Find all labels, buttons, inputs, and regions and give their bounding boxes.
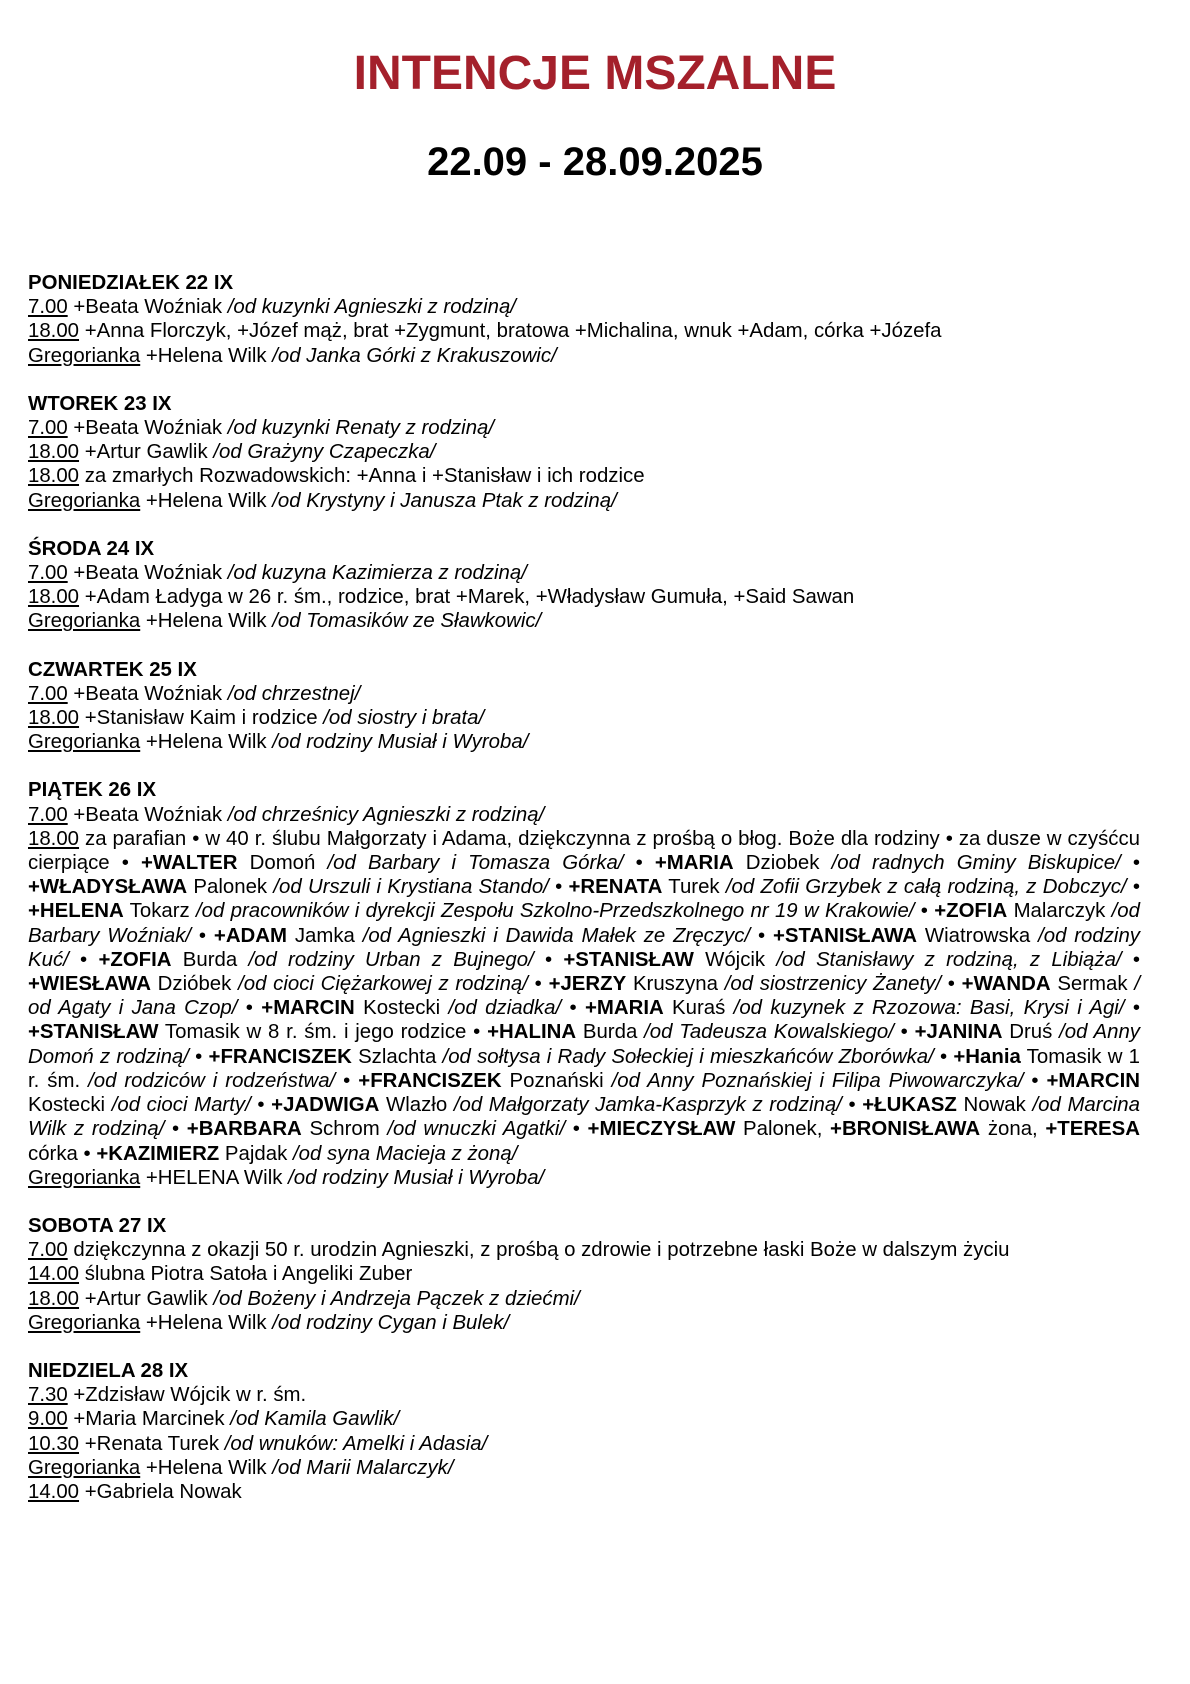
mass-time: 7.00 — [28, 803, 68, 826]
deceased-name: +MARCIN — [1046, 1069, 1140, 1092]
intention-note: /od Marii Malarczyk/ — [272, 1456, 454, 1479]
intention-text: +Helena Wilk — [140, 344, 273, 367]
day-block — [28, 658, 1140, 755]
intention-text: • — [841, 1094, 863, 1117]
intention-line — [28, 295, 1140, 319]
deceased-name: +ZOFIA — [934, 900, 1008, 923]
intention-text: Druś — [1002, 1021, 1060, 1044]
intention-note: /od pracowników i dyrekcji Zespołu Szkolno-Przedszkolnego nr 19 w Krakowie/ — [196, 900, 915, 923]
intention-line — [28, 1432, 1140, 1456]
mass-time: 7.00 — [28, 682, 68, 705]
day-block — [28, 271, 1140, 368]
mass-time: 14.00 — [28, 1480, 80, 1503]
intention-line — [28, 1480, 1140, 1504]
intention-text: +HELENA Wilk — [140, 1166, 289, 1189]
intention-text: +Helena Wilk — [140, 610, 273, 633]
intention-text: • — [750, 924, 773, 947]
intention-note: /od chrzestnej/ — [227, 682, 361, 705]
intention-line — [28, 1238, 1140, 1262]
intention-text: • — [1121, 948, 1140, 971]
mass-time: 14.00 — [28, 1263, 80, 1286]
deceased-name: +JERZY — [548, 973, 627, 996]
mass-time: Gregorianka — [28, 344, 141, 367]
intention-line — [28, 1287, 1140, 1311]
intention-line — [28, 1383, 1140, 1407]
day-title: PONIEDZIAŁEK 22 IX — [28, 272, 234, 294]
deceased-name: +WŁADYSŁAWA — [28, 876, 188, 899]
intention-text: +Helena Wilk — [140, 1311, 273, 1334]
intentions-list — [28, 271, 1140, 1528]
intention-text: • — [561, 997, 585, 1020]
intention-text: • — [1124, 997, 1140, 1020]
day-title: NIEDZIELA 28 IX — [28, 1359, 189, 1382]
intention-text: Kostecki — [354, 997, 449, 1020]
intention-text: +Beata Woźniak — [67, 682, 228, 705]
intention-text: +Anna Florczyk, +Józef mąż, brat +Zygmunt, bratowa +Michalina, wnuk +Adam, córka +Józefa — [79, 320, 942, 343]
mass-time: 18.00 — [28, 465, 80, 488]
intention-note: /od Urszuli i Krystiana Stando/ — [273, 876, 549, 899]
intention-note: /od kuzynki Agnieszki z rodziną/ — [227, 296, 516, 319]
intention-line — [28, 1311, 1140, 1335]
mass-time: 18.00 — [28, 586, 80, 609]
intention-text: +Stanisław Kaim i rodzice — [79, 707, 324, 730]
mass-time: 18.00 — [28, 707, 80, 730]
intention-note: /od Janka Górki z Krakuszowic/ — [272, 344, 557, 367]
intention-note: /od Anny Domoń z rodziną/ — [28, 1021, 1140, 1068]
intention-line — [28, 730, 1140, 754]
mass-time: 18.00 — [28, 827, 80, 850]
intention-text: +Beata Woźniak — [67, 562, 228, 585]
intention-note: /od Tomasików ze Sławkowic/ — [272, 610, 542, 633]
intention-line — [28, 609, 1140, 633]
intention-note: /od rodziców i rodzeństwa/ — [88, 1069, 336, 1092]
date-range: 22.09 - 28.09.2025 — [427, 140, 763, 184]
mass-time: Gregorianka — [28, 731, 141, 754]
deceased-name: +WANDA — [961, 973, 1051, 996]
intention-note: /od kuzynek z Rzozowa: Basi, Krysi i Agi/ — [733, 997, 1125, 1020]
intention-text: +Beata Woźniak — [67, 803, 228, 826]
intention-text: córka • — [28, 1142, 97, 1165]
intention-note: /od Barbary i Tomasza Górka/ — [327, 852, 624, 875]
intention-text: +Helena Wilk — [140, 1456, 273, 1479]
intention-text: Sermak — [1050, 973, 1135, 996]
intention-text: Kruszyna — [626, 973, 725, 996]
intention-note: /od kuzynki Renaty z rodziną/ — [227, 417, 495, 440]
day-title: CZWARTEK 25 IX — [28, 658, 197, 681]
intention-text: Palonek, — [735, 1118, 831, 1141]
intention-text: Burda — [171, 948, 249, 971]
intention-note: /od Barbary Woźniak/ — [28, 900, 1140, 947]
intention-note: /od rodziny Musiał i Wyroba/ — [272, 731, 529, 754]
intention-line — [28, 1166, 1140, 1190]
intention-text: za parafian • w 40 r. ślubu Małgorzaty i Adama, dziękczynna z prośbą o błog. Boże dla rodziny • za dusze w czyśćcu cierpiące • — [28, 827, 1140, 875]
mass-time: 18.00 — [28, 320, 80, 343]
deceased-name: +RENATA — [568, 876, 663, 899]
intention-note: /od Tadeusza Kowalskiego/ — [644, 1021, 894, 1044]
intention-note: /od Kamila Gawlik/ — [230, 1408, 400, 1431]
intention-note: /od dziadka/ — [448, 997, 562, 1020]
intention-text: +Helena Wilk — [140, 731, 273, 754]
intention-text: Malarczyk — [1007, 900, 1112, 923]
mass-time: 7.00 — [28, 562, 68, 585]
deceased-name: +JADWIGA — [271, 1094, 380, 1117]
mass-time: 18.00 — [28, 1287, 80, 1310]
deceased-name: +WIESŁAWA — [28, 973, 151, 996]
day-block — [28, 1359, 1140, 1504]
intention-text: +Beata Woźniak — [67, 296, 228, 319]
intention-note: /od Grażyny Czapeczka/ — [213, 441, 436, 464]
intention-note: /od chrześnicy Agnieszki z rodziną/ — [227, 803, 545, 826]
deceased-name: +HALINA — [487, 1021, 577, 1044]
deceased-name: +Hania — [953, 1045, 1021, 1068]
intention-text: • — [623, 852, 655, 875]
intention-text: +Adam Ładyga w 26 r. śm., rodzice, brat +Marek, +Władysław Gumuła, +Said Sawan — [79, 586, 855, 609]
intention-text: Tomasik w 8 r. śm. i jego rodzice • — [158, 1021, 488, 1044]
intention-text: • — [933, 1045, 954, 1068]
intention-text: Nowak — [956, 1094, 1033, 1117]
intention-text: • — [188, 1045, 209, 1068]
intention-note: /od sołtysa i Rady Sołeckiej i mieszkańców Zborówka/ — [442, 1045, 934, 1068]
intention-note: /od Krystyny i Janusza Ptak z rodziną/ — [272, 489, 617, 512]
intention-text: • — [164, 1118, 187, 1141]
intention-text: +Maria Marcinek — [67, 1408, 231, 1431]
intention-note: /od rodziny Musiał i Wyroba/ — [288, 1166, 545, 1189]
intention-text: dziękczynna z okazji 50 r. urodzin Agnieszki, z prośbą o zdrowie i potrzebne łaski Boże w dalszym życiu — [67, 1239, 1010, 1262]
mass-time: Gregorianka — [28, 489, 141, 512]
intention-text: Dzióbek — [150, 973, 239, 996]
deceased-name: +STANISŁAWA — [772, 924, 918, 947]
intention-text: +Artur Gawlik — [79, 1287, 214, 1310]
mass-time: 9.00 — [28, 1408, 68, 1431]
deceased-name: +FRANCISZEK — [358, 1069, 502, 1092]
intention-text: • — [1120, 852, 1140, 875]
intention-text: • — [914, 900, 935, 923]
day-title: PIĄTEK 26 IX — [28, 779, 157, 802]
deceased-name: +JANINA — [914, 1021, 1003, 1044]
intention-note: /od Stanisławy z rodziną, z Libiąża/ — [776, 948, 1122, 971]
intention-line — [28, 803, 1140, 827]
day-title: SOBOTA 27 IX — [28, 1214, 167, 1237]
intention-note: /od siostrzenicy Żanety/ — [724, 973, 942, 996]
intention-note: /od Bożeny i Andrzeja Pączek z dziećmi/ — [213, 1287, 580, 1310]
intention-line — [28, 416, 1140, 440]
intention-text: Wlazło — [379, 1094, 454, 1117]
intention-line — [28, 706, 1140, 730]
intention-text: Kostecki — [28, 1094, 112, 1117]
day-block — [28, 392, 1140, 513]
intention-text: • — [565, 1118, 588, 1141]
intention-note: /od wnuczki Agatki/ — [387, 1118, 566, 1141]
intention-text: Schrom — [301, 1118, 388, 1141]
intention-note: /od rodziny Urban z Bujnego/ — [248, 948, 534, 971]
intention-text: • — [548, 876, 569, 899]
intention-text: • — [250, 1094, 272, 1117]
deceased-name: +ADAM — [213, 924, 287, 947]
intention-line — [28, 561, 1140, 585]
deceased-name: +ŁUKASZ — [862, 1094, 957, 1117]
intention-note: /od cioci Marty/ — [111, 1094, 251, 1117]
intention-text: +Helena Wilk — [140, 489, 273, 512]
intention-line — [28, 682, 1140, 706]
deceased-name: +ZOFIA — [98, 948, 172, 971]
deceased-name: +TERESA — [1045, 1118, 1140, 1141]
intention-text: • — [527, 973, 549, 996]
intention-note: /od Małgorzaty Jamka-Kasprzyk z rodziną/ — [453, 1094, 842, 1117]
deceased-name: +STANISŁAW — [28, 1021, 159, 1044]
intention-text: +Renata Turek — [79, 1432, 225, 1455]
deceased-name: +BRONISŁAWA — [830, 1118, 981, 1141]
day-title: ŚRODA 24 IX — [28, 537, 155, 560]
intention-note: /od Zofii Grzybek z całą rodziną, z Dobczyc/ — [725, 876, 1127, 899]
intention-line — [28, 464, 1140, 488]
intention-paragraph — [28, 827, 1140, 1166]
mass-time: 7.00 — [28, 1239, 68, 1262]
mass-time: Gregorianka — [28, 610, 141, 633]
intention-text: • — [1023, 1069, 1047, 1092]
deceased-name: +FRANCISZEK — [208, 1045, 352, 1068]
mass-time: 10.30 — [28, 1432, 80, 1455]
day-title: WTOREK 23 IX — [28, 392, 172, 415]
intention-line — [28, 440, 1140, 464]
intention-text: • — [533, 948, 564, 971]
intention-note: /od Anny Poznańskiej i Filipa Piwowarczyka/ — [611, 1069, 1024, 1092]
deceased-name: +HELENA — [28, 900, 124, 923]
intention-text: Dziobek — [733, 852, 832, 875]
deceased-name: +KAZIMIERZ — [96, 1142, 220, 1165]
intention-text: +Zdzisław Wójcik w r. śm. — [67, 1384, 307, 1407]
intention-text: Domoń — [237, 852, 328, 875]
deceased-name: +MARCIN — [261, 997, 355, 1020]
intention-text: Tomasik w 1 r. śm. — [28, 1045, 1140, 1092]
intention-note: /od syna Macieja z żoną/ — [292, 1142, 518, 1165]
intention-line — [28, 319, 1140, 343]
deceased-name: +MARIA — [654, 852, 734, 875]
day-block — [28, 778, 1140, 1189]
mass-time: 7.00 — [28, 417, 68, 440]
intention-line — [28, 585, 1140, 609]
intention-note: /od rodziny Cygan i Bulek/ — [272, 1311, 510, 1334]
intention-line — [28, 1262, 1140, 1286]
intention-text: +Artur Gawlik — [79, 441, 214, 464]
day-block — [28, 1214, 1140, 1335]
intention-text: +Beata Woźniak — [67, 417, 228, 440]
mass-time: Gregorianka — [28, 1456, 141, 1479]
intention-note: /od Agnieszki i Dawida Małek ze Zręczyc/ — [362, 924, 751, 947]
intention-text: Tokarz — [123, 900, 197, 923]
intention-note: /od Marcina Wilk z rodziną/ — [28, 1094, 1140, 1141]
intention-line — [28, 1407, 1140, 1431]
mass-time: 18.00 — [28, 441, 80, 464]
intention-text: Wójcik — [693, 948, 777, 971]
deceased-name: +STANISŁAW — [563, 948, 694, 971]
intention-text: Jamka — [287, 924, 363, 947]
intention-text: Kuraś — [663, 997, 734, 1020]
intention-line — [28, 1456, 1140, 1480]
intention-text: • — [893, 1021, 915, 1044]
intention-text: • — [1126, 876, 1140, 899]
intention-text: Palonek — [187, 876, 274, 899]
intention-text: • — [335, 1069, 359, 1092]
intention-text: za zmarłych Rozwadowskich: +Anna i +Stanisław i ich rodzice — [79, 465, 645, 488]
intention-note: / od Agaty i Jana Czop/ — [28, 973, 1140, 1020]
page-title: INTENCJE MSZALNE — [353, 47, 837, 100]
intention-text: • — [68, 948, 99, 971]
deceased-name: +BARBARA — [186, 1118, 302, 1141]
intention-note: /od rodziny Kuć/ — [28, 924, 1140, 971]
intention-note: /od kuzyna Kazimierza z rodziną/ — [227, 562, 527, 585]
intention-text: • — [941, 973, 962, 996]
mass-time: 7.30 — [28, 1384, 68, 1407]
day-block — [28, 537, 1140, 634]
mass-time: Gregorianka — [28, 1166, 141, 1189]
intention-text: Pajdak — [219, 1142, 293, 1165]
intention-text: +Gabriela Nowak — [79, 1480, 242, 1503]
intention-note: /od siostry i brata/ — [323, 707, 485, 730]
intention-text: ślubna Piotra Satoła i Angeliki Zuber — [79, 1263, 413, 1286]
deceased-name: +WALTER — [141, 852, 238, 875]
intention-note: /od radnych Gminy Biskupice/ — [831, 852, 1121, 875]
intention-line — [28, 344, 1140, 368]
deceased-name: +MARIA — [584, 997, 664, 1020]
intention-note: /od wnuków: Amelki i Adasia/ — [224, 1432, 488, 1455]
intention-text: żona, — [980, 1118, 1046, 1141]
mass-time: 7.00 — [28, 296, 68, 319]
intention-text: Burda — [576, 1021, 645, 1044]
intention-text: Poznański — [501, 1069, 612, 1092]
intention-text: • — [237, 997, 262, 1020]
intention-text: Szlachta — [351, 1045, 443, 1068]
intention-text: Wiatrowska — [917, 924, 1039, 947]
intention-text: • — [191, 924, 214, 947]
intention-text: Turek — [662, 876, 726, 899]
deceased-name: +MIECZYSŁAW — [587, 1118, 736, 1141]
intention-line — [28, 489, 1140, 513]
mass-time: Gregorianka — [28, 1311, 141, 1334]
intention-note: /od cioci Ciężarkowej z rodziną/ — [238, 973, 528, 996]
